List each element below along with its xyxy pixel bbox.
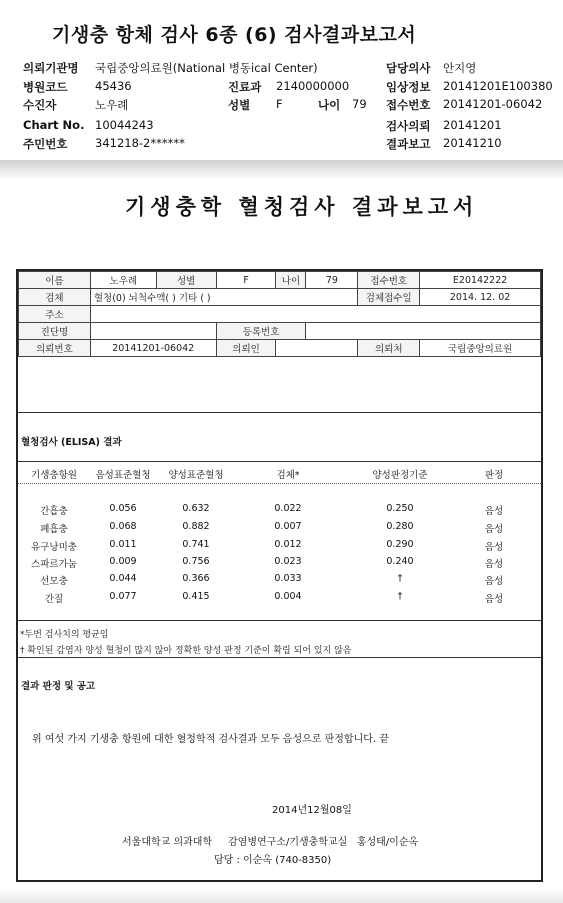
elisa-section-title: 혈청검사 (ELISA) 결과 bbox=[21, 437, 122, 448]
sample-cell: 0.004 bbox=[274, 591, 302, 602]
contact-info: 담당 : 이순옥 (740-8350) bbox=[214, 855, 332, 866]
section-divider bbox=[18, 620, 541, 621]
table-row bbox=[18, 591, 541, 605]
antigen-cell: 유구낭미충 bbox=[31, 542, 77, 553]
table-row bbox=[18, 556, 541, 570]
dept-label: 진료과 bbox=[228, 80, 262, 94]
pos-cell: 0.882 bbox=[182, 521, 210, 532]
col-positive-std: 양성표준혈청 bbox=[168, 470, 224, 481]
sample-cell: 0.023 bbox=[274, 556, 302, 567]
table-row bbox=[18, 521, 541, 535]
result-cell: 음성 bbox=[484, 594, 504, 605]
antigen-cell: 선모충 bbox=[40, 576, 68, 587]
document-title: 기생충학 혈청검사 결과보고서 bbox=[125, 194, 479, 219]
antigen-cell: 간흡충 bbox=[40, 506, 68, 517]
result-cell: 음성 bbox=[484, 542, 504, 553]
hospital-code-label: 병원코드 bbox=[23, 80, 68, 94]
table-row bbox=[18, 539, 541, 553]
name-value: 노우례 bbox=[90, 272, 156, 289]
cutoff-cell: † bbox=[397, 573, 403, 584]
result-cell: 음성 bbox=[484, 576, 504, 587]
col-antigen: 기생충항원 bbox=[31, 470, 77, 481]
sample-cell: 0.033 bbox=[274, 573, 302, 584]
pos-cell: 0.632 bbox=[182, 503, 210, 514]
pos-cell: 0.415 bbox=[182, 591, 210, 602]
col-cutoff: 양성판정기준 bbox=[372, 470, 428, 481]
page-bottom-shade bbox=[0, 889, 563, 903]
section-divider bbox=[18, 412, 541, 413]
sex-value: F bbox=[216, 272, 276, 289]
result-cell: 음성 bbox=[484, 524, 504, 535]
patient-info-table bbox=[18, 271, 541, 357]
footnote-average: *두번 검사치의 평균임 bbox=[20, 630, 109, 640]
org-value: 국립중앙의료원(National 병동ical Center) bbox=[95, 61, 318, 75]
registration-label: 등록번호 bbox=[216, 323, 306, 340]
neg-cell: 0.077 bbox=[109, 591, 137, 602]
age-label: 나이 bbox=[318, 98, 341, 112]
report-date: 2014년12월08일 bbox=[272, 805, 352, 816]
header-rule bbox=[18, 483, 541, 484]
age-label: 나이 bbox=[276, 272, 306, 289]
neg-cell: 0.068 bbox=[109, 521, 137, 532]
doctor-label: 담당의사 bbox=[386, 61, 431, 75]
age-value: 79 bbox=[306, 272, 358, 289]
diagnosis-value bbox=[90, 323, 216, 340]
patient-value: 노우례 bbox=[95, 98, 129, 112]
report-date-label: 결과보고 bbox=[386, 137, 431, 151]
report-title: 기생충 항체 검사 6종 (6) 검사결과보고서 bbox=[52, 24, 417, 46]
request-date-label: 검사의뢰 bbox=[386, 119, 431, 133]
specimen-value: 혈청(0) 뇌척수액( ) 기타 ( ) bbox=[90, 289, 357, 306]
receipt-label: 접수번호 bbox=[358, 272, 420, 289]
page-divider bbox=[0, 160, 563, 180]
sample-cell: 0.007 bbox=[274, 521, 302, 532]
results-header-row bbox=[18, 467, 541, 481]
pos-cell: 0.756 bbox=[182, 556, 210, 567]
sex-label: 성별 bbox=[156, 272, 216, 289]
request-date-value: 20141201 bbox=[443, 118, 502, 132]
antigen-cell: 폐흡충 bbox=[40, 524, 68, 535]
report-date-value: 20141210 bbox=[443, 136, 502, 150]
col-result: 판정 bbox=[484, 470, 504, 481]
cutoff-cell: 0.280 bbox=[386, 521, 414, 532]
specimen-date-value: 2014. 12. 02 bbox=[420, 289, 541, 306]
requester-value bbox=[276, 340, 358, 357]
registration-value bbox=[306, 323, 541, 340]
patient-label: 수진자 bbox=[23, 98, 57, 112]
result-cell: 음성 bbox=[484, 506, 504, 517]
result-cell: 음성 bbox=[484, 559, 504, 570]
neg-cell: 0.044 bbox=[109, 573, 137, 584]
request-no-value: 20141201-06042 bbox=[90, 340, 216, 357]
doctor-value: 안지영 bbox=[443, 61, 477, 75]
col-negative-std: 음성표준혈청 bbox=[95, 470, 151, 481]
request-no-label: 의뢰번호 bbox=[19, 340, 91, 357]
requesting-org-label: 의뢰처 bbox=[358, 340, 420, 357]
pos-cell: 0.741 bbox=[182, 539, 210, 550]
address-label: 주소 bbox=[19, 306, 91, 323]
col-sample: 검체* bbox=[276, 470, 300, 481]
cutoff-cell: 0.250 bbox=[386, 503, 414, 514]
sex-label: 성별 bbox=[228, 98, 251, 112]
pos-cell: 0.366 bbox=[182, 573, 210, 584]
address-value bbox=[90, 306, 540, 323]
rrn-label: 주민번호 bbox=[23, 137, 68, 151]
receipt-no-value: 20141201-06042 bbox=[443, 97, 543, 111]
footnote-dagger: † 확인된 감염자 양성 혈청이 많지 않아 정확한 양성 판정 기준이 확립 되어 있지 않음 bbox=[20, 646, 352, 656]
table-top-rule bbox=[18, 461, 541, 462]
neg-cell: 0.056 bbox=[109, 503, 137, 514]
diagnosis-label: 진단명 bbox=[19, 323, 91, 340]
signature-line: 서울대학교 의과대학 감염병연구소/기생충학교실 홍성태/이순옥 bbox=[122, 837, 419, 848]
report-form bbox=[16, 269, 543, 882]
table-row bbox=[18, 573, 541, 587]
sample-cell: 0.022 bbox=[274, 503, 302, 514]
table-row bbox=[18, 503, 541, 517]
sample-cell: 0.012 bbox=[274, 539, 302, 550]
cutoff-cell: 0.240 bbox=[386, 556, 414, 567]
receipt-no-label: 접수번호 bbox=[386, 98, 431, 112]
hospital-code-value: 45436 bbox=[95, 79, 132, 93]
name-label: 이름 bbox=[19, 272, 91, 289]
clinical-info-value: 20141201E100380 bbox=[443, 79, 553, 93]
section-divider bbox=[18, 657, 541, 658]
org-label: 의뢰기관명 bbox=[23, 61, 79, 75]
dept-value: 2140000000 bbox=[276, 79, 350, 93]
neg-cell: 0.009 bbox=[109, 556, 137, 567]
antigen-cell: 간질 bbox=[44, 594, 64, 605]
chart-no-value: 10044243 bbox=[95, 118, 154, 132]
conclusion-text: 위 여섯 가지 기생충 항원에 대한 혈청학적 검사결과 모두 음성으로 판정합니다. 끝 bbox=[32, 734, 389, 745]
neg-cell: 0.011 bbox=[109, 539, 137, 550]
rrn-value: 341218-2****** bbox=[95, 136, 185, 150]
requester-label: 의뢰인 bbox=[216, 340, 276, 357]
chart-no-label: Chart No. bbox=[23, 118, 85, 132]
age-value: 79 bbox=[352, 97, 367, 111]
specimen-label: 검체 bbox=[19, 289, 91, 306]
clinical-info-label: 임상정보 bbox=[386, 80, 431, 94]
specimen-date-label: 검체접수일 bbox=[358, 289, 420, 306]
antigen-cell: 스파르가눔 bbox=[31, 559, 77, 570]
conclusion-title: 결과 판정 및 공고 bbox=[21, 681, 96, 692]
cutoff-cell: † bbox=[397, 591, 403, 602]
requesting-org-value: 국립중앙의료원 bbox=[420, 340, 541, 357]
sex-value: F bbox=[276, 97, 283, 111]
cutoff-cell: 0.290 bbox=[386, 539, 414, 550]
receipt-value: E20142222 bbox=[420, 272, 541, 289]
